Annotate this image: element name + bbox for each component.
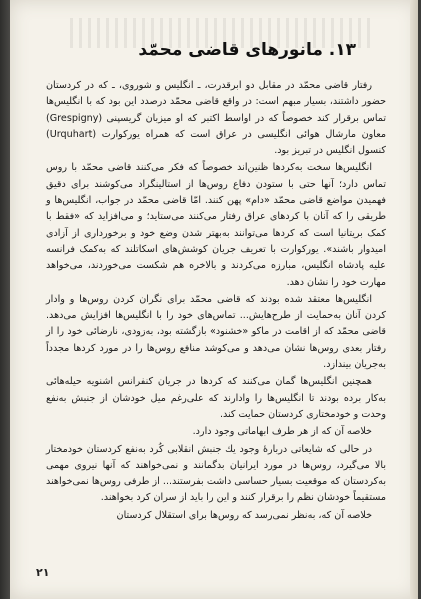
paragraph: انگلیس‌ها سخت به‌کردها ظنین‌اند خصوصاً که فکر می‌کنند قاضی محمّد با روس تماس دارد؛ آنها حتی با ستودن دفاع روس‌ها از استالینگراد می‌کوشند برای دقیق فهمیدن مواضع قاضی محمّد «دام» پهن کنند. امّا قاضی محمّد در جواب، انگلیس‌ها و طریقی را که آنان با کردهای عراق رفتار می‌کنند می‌ستاید؛ و می‌افزاید که «فقط با کمک بریتانیا است که کردها می‌توانند به‌بهتر شدن وضع خود و برخورداری از آزادی امیدوار باشند». یورکوارت با تعریف جریان کوشش‌های اسکاتلند که به‌کمک فرانسه علیه پادشاه انگلیس، مبارزه می‌کردند و بالاخره هم شکست می‌خوردند، می‌خواهد مهارت خود را نشان دهد. <box>46 162 386 288</box>
page-edge <box>410 0 418 599</box>
book-page <box>10 0 418 599</box>
paragraph: در حالی که شایعاتی دربارهٔ وجود یك جنبش انقلابی کُرد به‌نفع کردستان خودمختار بالا می‌گیرد، روس‌ها در مورد ایرانیان بدگمانند و نمی‌خواهند که آنها نیروی مهمی به‌کردستان که موقعیت بسیار حساسی داشت بفرستند... از طرفی روس‌ها نمی‌خواهند مستقیماً خودشان نظم را برقرار کنند و این را باید از سران کرد بخواهند. <box>46 443 386 504</box>
paragraph: همچنین انگلیس‌ها گمان می‌کنند که کردها در جریان کنفرانس اشنویه حیله‌هائی به‌کار برده بودند تا انگلیس‌ها را وادارند که علی‌رغم میل خودشان از جنبش به‌نفع وحدت و خودمختاری کردستان حمایت کند. <box>46 376 386 420</box>
page-number: ۲۱ <box>36 566 50 579</box>
paragraph: رفتار قاضی محمّد در مقابل دو ابرقدرت، ـ انگلیس و شوروی، ـ که در کردستان حضور داشتند، بسیار مبهم است: در واقع قاضی محمّد درصدد این بود که با انگلیس‌ها تماس برقرار کند خصوصاً که در اواسط اکتبر که او میزبان گریسپنی (Grespigny) معاون مارشال هوائی انگلیسی در عراق است که همراه یورکوارت (Urquhart) کنسول انگلیس در تبریز بود. <box>46 80 386 157</box>
scan-background-edge <box>0 0 10 599</box>
section-heading: ۱۳. مانورهای قاضی محمّد <box>138 40 356 60</box>
paragraph: انگلیس‌ها معتقد شده بودند که قاضی محمّد برای نگران کردن روس‌ها و وادار کردن آنان به‌حمایت از طرح‌هایش... تماس‌های خود را با انگلیس‌ها افزایش می‌دهد. قاضی محمّد که از اقامت در ماکو «خشنود» بازگشته بود، به‌زودی، نارضائی خود را از رفتار بعدی روس‌ها نشان می‌دهد و می‌کوشد منافع روس‌ها را در مورد کردها مجدداً به‌جریان بیندازد. <box>46 293 386 371</box>
paragraph: خلاصه آن که از هر طرف ابهاماتی وجود دارد. <box>192 426 372 438</box>
body-text <box>46 78 386 524</box>
paragraph: خلاصه آن که، به‌نظر نمی‌رسد که روس‌ها برای استقلال کردستان <box>116 509 372 521</box>
